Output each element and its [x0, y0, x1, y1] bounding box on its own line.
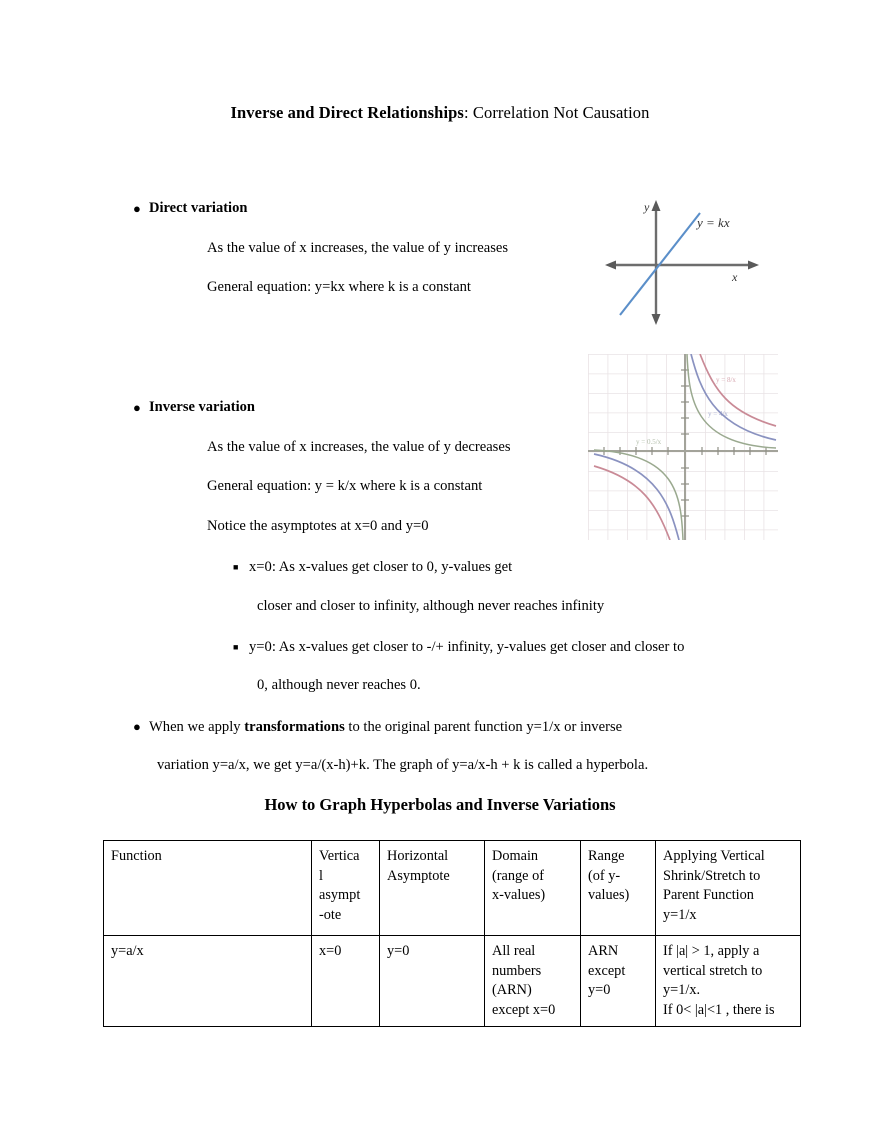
cell-line: x=0	[319, 943, 342, 959]
cell-content	[492, 847, 574, 906]
cell-line: values)	[588, 887, 630, 903]
page-title-rest: : Correlation Not Causation	[463, 103, 650, 122]
direct-variation-graph	[600, 195, 765, 325]
cell-line: x-values)	[492, 887, 546, 903]
inverse-variation-line-1: As the value of x increases, the value of y decreases	[207, 439, 511, 455]
cell-content	[111, 847, 305, 867]
cell-line: except x=0	[492, 1001, 556, 1018]
table-header-cell-function	[104, 841, 312, 936]
table-row	[104, 936, 801, 1027]
cell-line: Vertica	[319, 848, 360, 864]
table-cell-vertical-asymptote	[312, 936, 380, 1027]
direct-variation-line-1: As the value of x increases, the value of y increases	[207, 240, 509, 256]
sub-bullet-x-asymptote-text: x=0: As x-values get closer to 0, y-values get	[249, 559, 513, 575]
y-axis-arrow-up	[652, 200, 661, 211]
direct-variation-label: Direct variation	[149, 200, 248, 216]
sub-bullet-x-asymptote-cont: closer and closer to infinity, although never reaches infinity	[257, 598, 605, 614]
transformations-line-2: variation y=a/x, we get y=a/(x-h)+k. The graph of y=a/x-h + k is called a hyperbola.	[157, 757, 649, 773]
cell-content	[111, 942, 305, 962]
sub-bullet-y-asymptote	[233, 637, 684, 658]
page-title	[0, 103, 880, 123]
transformations-line-1	[149, 717, 622, 738]
cell-content	[663, 847, 794, 925]
bullet-inverse-variation	[133, 398, 255, 417]
table-header-cell-range	[581, 841, 656, 936]
cell-line: (of y-	[588, 867, 621, 884]
bullet-dot-icon: ●	[133, 400, 141, 415]
cell-content	[387, 942, 478, 962]
page-title-bold: Inverse and Direct Relationships	[230, 103, 464, 122]
table-cell-range	[581, 936, 656, 1027]
cell-line: Function	[111, 848, 162, 864]
cell-line: y=0	[387, 943, 410, 959]
table-header-row	[104, 841, 801, 936]
cell-line: y=a/x	[111, 943, 144, 959]
bullet-dot-icon: ●	[133, 201, 141, 216]
curve-label-red: y = 8/x	[716, 376, 736, 384]
cell-line: ARN	[588, 943, 619, 959]
inverse-variation-line-2: General equation: y = k/x where k is a constant	[207, 478, 483, 494]
cell-line: If |a| > 1, apply a	[663, 943, 760, 959]
x-axis-arrow-right	[748, 261, 759, 270]
bullet-square-icon: ■	[233, 562, 239, 572]
cell-line: y=1/x	[663, 906, 697, 923]
curve-label-blue: y = 4/x	[708, 410, 728, 418]
cell-content	[492, 942, 574, 1020]
hyperbola-svg	[588, 354, 778, 540]
cell-line: y=0	[588, 982, 611, 998]
cell-content	[319, 847, 373, 925]
cell-line: (ARN)	[492, 982, 532, 998]
direct-variation-svg	[600, 195, 765, 325]
x-axis-label: x	[732, 270, 738, 284]
cell-line: except	[588, 962, 626, 979]
cell-content	[588, 942, 649, 1001]
cell-line: -ote	[319, 906, 342, 923]
transformations-line-1-post: to the original parent function y=1/x or inverse	[344, 719, 623, 735]
cell-line: l	[319, 867, 323, 884]
sub-bullet-y-asymptote-cont: 0, although never reaches 0.	[257, 677, 421, 693]
cell-line: asympt	[319, 887, 361, 903]
cell-content	[387, 847, 478, 886]
cell-line: Parent Function	[663, 887, 754, 903]
cell-line: (range of	[492, 867, 544, 884]
cell-line: Shrink/Stretch to	[663, 867, 761, 884]
table-cell-function	[104, 936, 312, 1027]
cell-line: Horizontal	[387, 848, 449, 864]
hyperbola-reference-table	[103, 840, 801, 1027]
inverse-variation-label: Inverse variation	[149, 399, 255, 415]
cell-content	[588, 847, 649, 906]
y-axis-arrow-down	[652, 314, 661, 325]
cell-line: y=1/x.	[663, 982, 701, 998]
inverse-variation-line-3: Notice the asymptotes at x=0 and y=0	[207, 518, 429, 534]
equation-label: y = kx	[697, 215, 730, 230]
transformations-line-1-pre: When we apply	[149, 719, 245, 735]
cell-line: Applying Vertical	[663, 848, 765, 864]
cell-line: Asymptote	[387, 867, 450, 884]
cell-line: Range	[588, 848, 625, 864]
inverse-variation-graph	[588, 354, 778, 540]
transformations-keyword: transformations	[244, 719, 345, 735]
x-axis-arrow-left	[605, 261, 616, 270]
cell-content	[319, 942, 373, 962]
section-heading: How to Graph Hyperbolas and Inverse Variations	[264, 795, 616, 814]
direct-variation-line-2: General equation: y=kx where k is a constant	[207, 279, 471, 295]
cell-line: All real	[492, 943, 536, 959]
sub-bullet-y-asymptote-text: y=0: As x-values get closer to -/+ infinity, y-values get closer and closer to	[249, 639, 685, 655]
table-header-cell-horizontal-asymptote	[380, 841, 485, 936]
table-header-cell-vertical-asymptote	[312, 841, 380, 936]
table-cell-horizontal-asymptote	[380, 936, 485, 1027]
table-header-cell-applying-shrink-stretch	[656, 841, 801, 936]
cell-content	[663, 942, 794, 1020]
bullet-square-icon: ■	[233, 642, 239, 652]
cell-line: numbers	[492, 962, 542, 979]
cell-line: Domain	[492, 848, 539, 864]
table-cell-applying-shrink-stretch	[656, 936, 801, 1027]
cell-line: If 0< |a|<1 , there is	[663, 1001, 775, 1018]
y-axis-label: y	[644, 200, 650, 214]
bullet-transformations	[133, 717, 622, 738]
bullet-dot-icon: ●	[133, 719, 141, 734]
cell-line: vertical stretch to	[663, 962, 763, 979]
sub-bullet-x-asymptote	[233, 557, 512, 578]
bullet-direct-variation	[133, 199, 247, 218]
table-cell-domain	[485, 936, 581, 1027]
curve-label-green: y = 0.5/x	[636, 438, 662, 446]
table-header-cell-domain	[485, 841, 581, 936]
